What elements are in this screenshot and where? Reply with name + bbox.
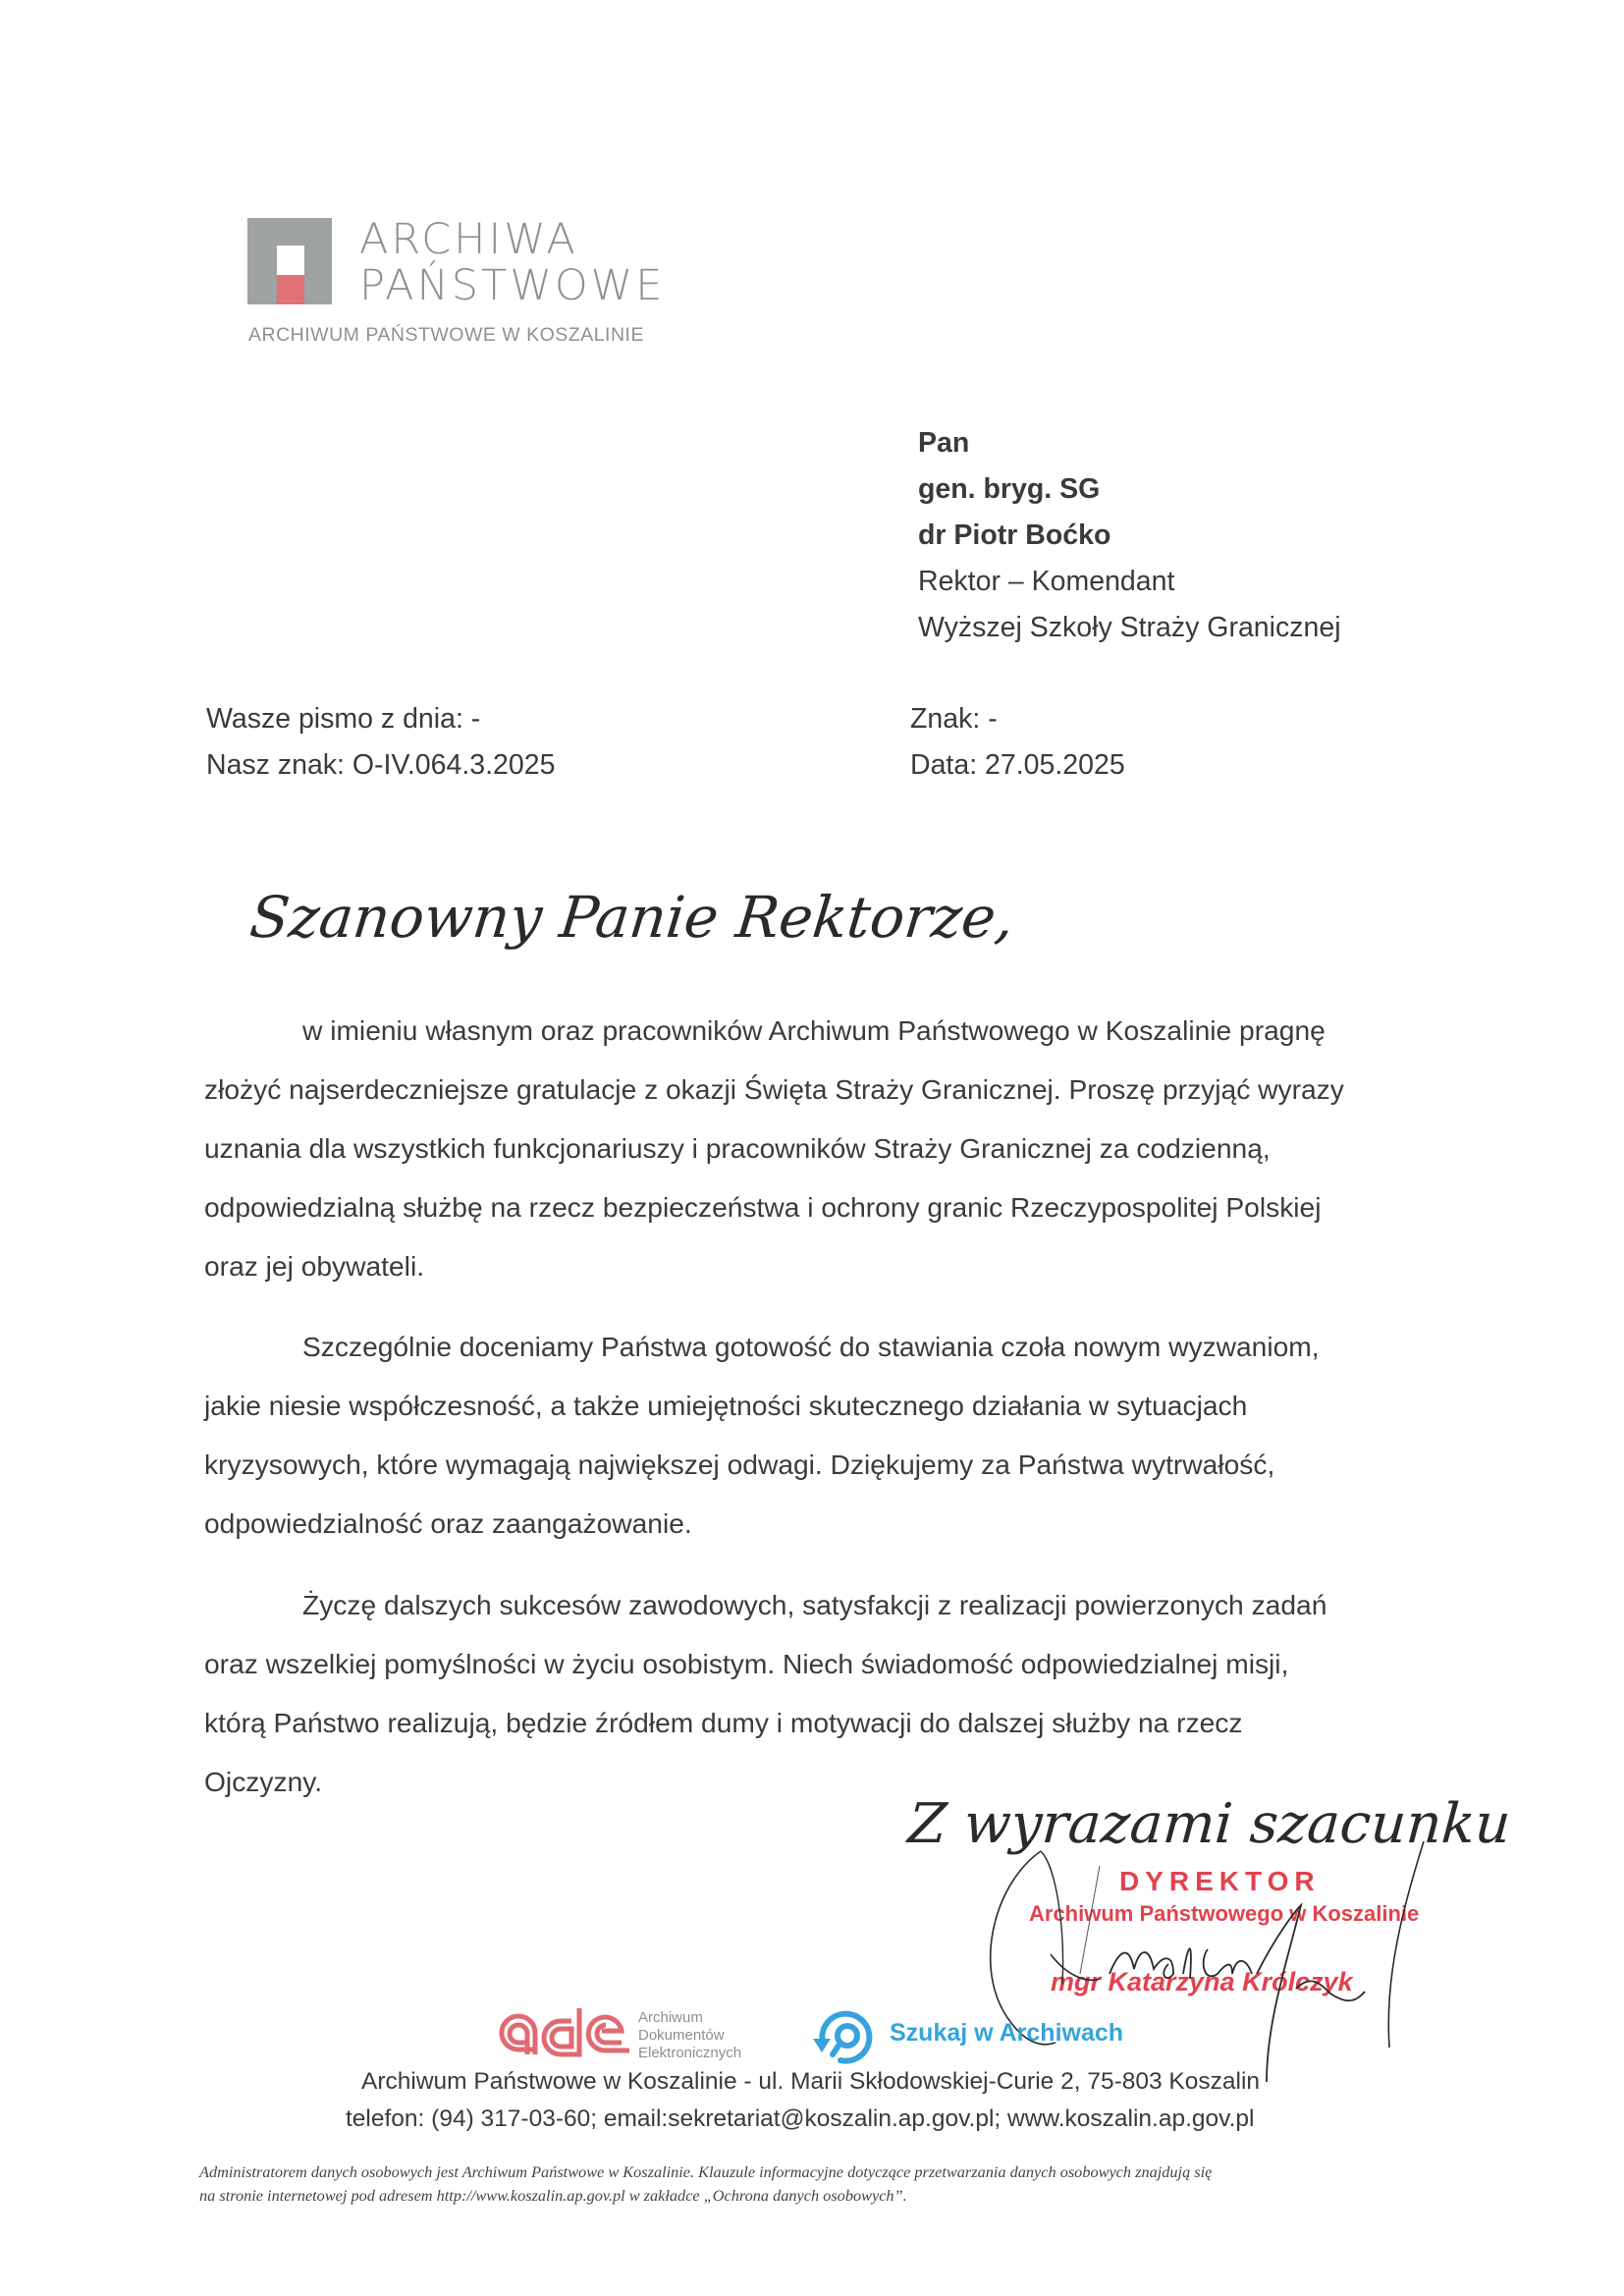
ade-text-line: Archiwum — [638, 2009, 703, 2026]
addressee-position: Rektor – Komendant — [918, 566, 1175, 597]
body-line: Życzę dalszych sukcesów zawodowych, satysfakcji z realizacji powierzonych zadań — [302, 1589, 1327, 1620]
legal-note-line2: na stronie internetowej pod adresem http://www.koszalin.ap.gov.pl w zakładce „Ochrona danych osobowych”. — [199, 2186, 907, 2205]
body-line: którą Państwo realizują, będzie źródłem dumy i motywacji do dalszej służby na rzecz — [204, 1707, 1243, 1738]
body-line: odpowiedzialność oraz zaangażowanie. — [204, 1507, 692, 1539]
body-line: oraz jej obywateli. — [204, 1250, 425, 1282]
ade-text-line: Dokumentów — [638, 2027, 725, 2044]
handwritten-closing: Z wyrazami szacunku — [905, 1792, 1513, 1856]
stamp-name: mgr Katarzyna Królczyk — [1051, 1967, 1353, 1996]
footer-address: Archiwum Państwowe w Koszalinie - ul. Marii Skłodowskiej-Curie 2, 75-803 Koszalin — [361, 2068, 1261, 2095]
addressee-rank: gen. bryg. SG — [918, 473, 1101, 505]
logo-subtitle: ARCHIWUM PAŃSTWOWE W KOSZALINIE — [248, 324, 644, 346]
legal-note-line1: Administratorem danych osobowych jest Archiwum Państwowe w Koszalinie. Klauzule informacyjne dotyczące przetwarzania danych osobowych znajdują się — [199, 2162, 1213, 2181]
stamp-institution: Archiwum Państwowego w Koszalinie — [1029, 1901, 1420, 1926]
logo-title-line1: ARCHIWA — [359, 215, 578, 264]
ade-text-line: Elektronicznych — [638, 2045, 742, 2061]
archiwa-logo-mark — [247, 218, 332, 304]
body-line: złożyć najserdeczniejsze gratulacje z okazji Święta Straży Granicznej. Proszę przyjąć wyrazy — [204, 1073, 1344, 1105]
szukaj-refresh-search-icon — [811, 2003, 876, 2068]
your-letter-date: Wasze pismo z dnia: - — [206, 703, 481, 735]
logo-red-square — [277, 275, 304, 304]
handwritten-greeting: Szanowny Panie Rektorze, — [246, 884, 1017, 951]
reference-sign: Znak: - — [910, 703, 998, 735]
body-line: odpowiedzialną służbę na rzecz bezpieczeństwa i ochrony granic Rzeczypospolitej Polskiej — [204, 1191, 1322, 1223]
stamp-title: DYREKTOR — [1119, 1866, 1321, 1896]
our-reference: Nasz znak: O-IV.064.3.2025 — [206, 749, 556, 781]
letter-date: Data: 27.05.2025 — [910, 749, 1125, 781]
body-line: uznania dla wszystkich funkcjonariuszy i pracowników Straży Granicznej za codzienną, — [204, 1132, 1271, 1164]
body-line: w imieniu własnym oraz pracowników Archiwum Państwowego w Koszalinie pragnę — [302, 1014, 1326, 1046]
logo-white-square — [277, 246, 304, 275]
addressee-name: dr Piotr Boćko — [918, 519, 1111, 551]
addressee-institution: Wyższej Szkoły Straży Granicznej — [918, 612, 1341, 643]
body-line: Ojczyzny. — [204, 1766, 323, 1797]
footer-contact: telefon: (94) 317-03-60; email:sekretariat@koszalin.ap.gov.pl; www.koszalin.ap.gov.pl — [346, 2105, 1255, 2132]
logo-title-line2: PAŃSTWOWE — [359, 261, 666, 310]
addressee-prefix: Pan — [918, 427, 970, 459]
szukaj-w-archiwach-label: Szukaj w Archiwach — [890, 2019, 1124, 2047]
body-line: Szczególnie doceniamy Państwa gotowość do stawiania czoła nowym wyzwaniom, — [302, 1331, 1320, 1362]
body-line: kryzysowych, które wymagają największej odwagi. Dziękujemy za Państwa wytrwałość, — [204, 1449, 1275, 1480]
body-line: jakie niesie współczesność, a także umiejętności skutecznego działania w sytuacjach — [204, 1390, 1248, 1421]
body-line: oraz wszelkiej pomyślności w życiu osobistym. Niech świadomość odpowiedzialnej misji, — [204, 1648, 1289, 1679]
ade-logo-icon — [496, 2003, 633, 2062]
